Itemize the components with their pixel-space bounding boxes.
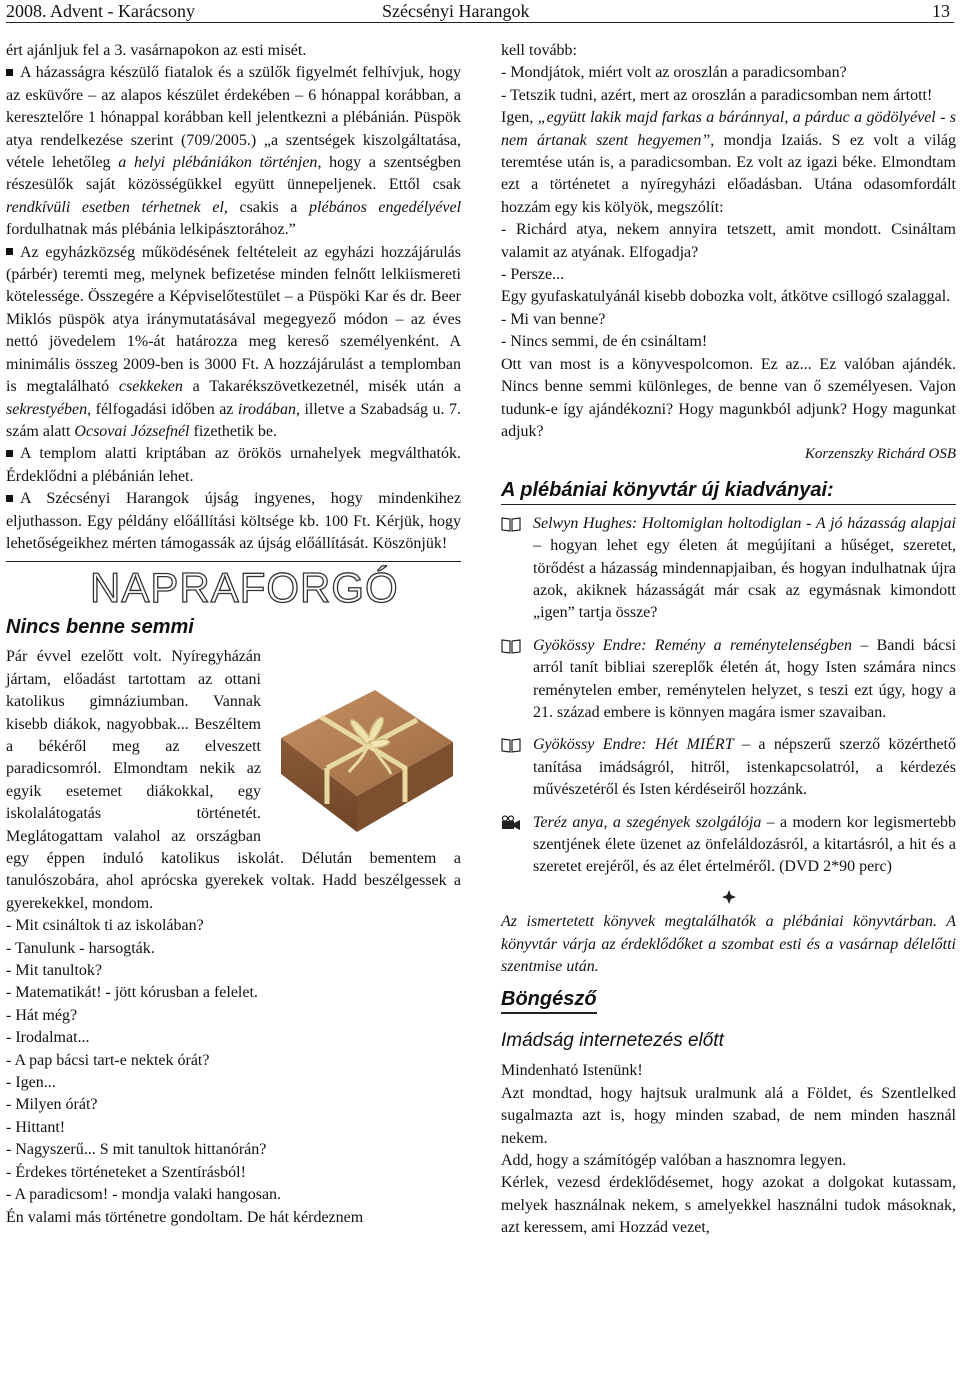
browser-heading: Böngésző — [501, 986, 597, 1014]
dialog-line: - Hát még? — [6, 1006, 78, 1024]
divider — [6, 561, 461, 562]
film-camera-icon — [501, 815, 521, 831]
dialog-line: - Mit csináltok ti az iskolában? — [6, 917, 204, 935]
library-heading: A plébániai könyvtár új kiadványai: — [501, 476, 956, 505]
dialog-line: - A pap bácsi tart-e nektek órát? — [6, 1051, 210, 1069]
prayer-line: Add, hogy a számítógép valóban a hasznomra legyen. — [501, 1152, 847, 1170]
dialog-line: - Nagyszerű... S mit tanultok hittanórán? — [6, 1141, 267, 1159]
bullet-icon — [6, 69, 13, 76]
author-signature: Korzenszky Richárd OSB — [804, 446, 956, 463]
dialog-line: - Hittant! — [6, 1118, 66, 1136]
book-item: Gyökössy Endre: Hét MIÉRT – a népszerű szerző közérthető tanítása imádságról, hitről, istenkapcsolatról, a kérdezés művészetéről és Isten kérdéseiről hozzánk. — [501, 734, 956, 801]
book-item: Gyökössy Endre: Remény a reménytelenségben – Bandi bácsi arról tanít bibliai szereplők életén át, hogy Isten számára nincs reménytelen ember, reménytelen helyzet, s teszi ezt úgy, hogy a 21. század embere is könnyen magára ismer szavaiban. — [501, 635, 956, 725]
book-icon — [501, 516, 521, 532]
bullet-icon — [6, 450, 13, 457]
napraforgo-heading: NAPRAFORGÓ — [90, 564, 399, 612]
dialog-line: - Richárd atya, nekem annyira tetszett, amit mondott. Csináltam valamit az atyának. Elfogadja? — [501, 221, 956, 261]
left-column — [6, 40, 461, 1229]
paragraph: kell tovább: — [501, 42, 577, 59]
paragraph: Egy gyufaskatulyánál kisebb dobozka volt, átkötve csillogó szalaggal. — [501, 288, 951, 306]
dialog-line: - Tetszik tudni, azért, mert az oroszlán a paradicsomban nem ártott! — [501, 86, 933, 104]
library-note: Az ismertetett könyvek megtalálhatók a plébániai könyvtárban. A könyvtár várja az érdeklődőket a szombat esti és a vasárnap délelőtti szentmise után. — [501, 913, 956, 976]
book-icon — [501, 638, 521, 654]
bullet-icon — [6, 248, 13, 255]
dialog-line: - Mi van benne? — [501, 310, 606, 328]
dialog-line: - Persze... — [501, 266, 565, 284]
book-item: Selwyn Hughes: Holtomiglan holtodiglan - A jó házasság alapjai – hogyan lehet egy életen át megújítani a hűséget, szeretet, törődést a házasság mindennapjaiban, és hogyan indulhatnak újra azok, akiknek házasságát már csak az egymásnak kimondott „igen” tartja össze? — [501, 513, 956, 625]
prayer-title: Imádság internetezés előtt — [501, 1030, 724, 1052]
issue-label: 2008. Advent - Karácsony — [6, 1, 195, 21]
prayer-line: Mindenható Istenünk! — [501, 1062, 643, 1080]
prayer-line: Kérlek, vezesd érdeklődésemet, hogy azokat a dolgokat kutassam, melyek használnak nekem, s amelyekkel használni tudok másoknak, azt keressem, ami Hozzád vezet, — [501, 1174, 956, 1237]
dvd-item: Teréz anya, a szegények szolgálója – a modern kor legismertebb szentjének élete üzenet az önfeláldozásról, a kitartásról, a hit és a szeretet erejéről, és az élet értelméről. (DVD 2*90 perc) — [501, 812, 956, 879]
notice-contribution: Az egyházközség működésének feltételeit az egyházi hozzájárulás (párbér) teremti meg, melynek befizetése minden felnőtt lelkiismereti kötelessége. Összegére a Képviselőtestület – a Püspöki Kar és dr. Beer Miklós püspök atya iránymutatásával megegyező módon – az éves nettó jövedelem 1%-át határozza meg kereső személyenként. A minimális összeg 2009-ben is 3000 Ft. A hozzájárulást a templomban is megtalálható csekkeken a Takarékszövetkezetnél, misék után a sekrestyében, félfogadási időben az irodában, illetve a Szabadság u. 7. szám alatt Ocsovai Józsefnél fizethetik be. — [6, 243, 462, 440]
paragraph: ért ajánljuk fel a 3. vasárnapokon az esti misét. — [6, 42, 307, 59]
story-title: Nincs benne semmi — [6, 616, 194, 639]
notice-wedding: A házasságra készülő fiatalok és a szülők figyelmét felhívjuk, hogy az esküvőre – az alapos készület érdekében – 6 hónappal korábban, a keresztelőre 1 hónappal korábban kell jelentkezni a plébánián. Püspök atya rendelkezése szerint (709/2005.) „a szentségek kiszolgáltatása, vétele lehetőleg a helyi plébániákon történjen, hogy a szentségben részesülők saját közösségükkel együtt ünnepeljenek. Ettől csak rendkívüli esetben térhetnek el, csakis a plébános engedélyével fordulhatnak más plébánia lelkipásztorához.” — [6, 64, 462, 239]
story-dialog — [6, 915, 461, 1206]
dialog-line: - A paradicsom! - mondja valaki hangosan. — [6, 1186, 282, 1204]
notice-newspaper: A Szécsényi Harangok újság ingyenes, hogy mindenkihez eljuthasson. Egy példány előállítási költsége kb. 100 Ft. Kérjük, hogy lehetőségeikhez mérten támogassák az újság előállítását. Köszönjük! — [6, 490, 461, 552]
story-continuation: Én valami más történetre gondoltam. De hát kérdeznem — [6, 1208, 364, 1226]
dialog-line: - Matematikát! - jött kórusban a felelet. — [6, 984, 258, 1002]
prayer-line: Azt mondtad, hogy hajtsuk uralmunk alá a Földet, és Szentlelked sugalmazta azt is, hogy minden szabad, de nem minden használ nekem. — [501, 1084, 956, 1147]
diamond-ornament-icon — [501, 889, 956, 911]
dialog-line: - Milyen órát? — [6, 1096, 98, 1114]
dialog-line: - Érdekes történeteket a Szentírásból! — [6, 1163, 246, 1181]
paragraph: Ott van most is a könyvespolcomon. Ez az... Ez valóban ajándék. Nincs benne semmi különleges, de benne van ő személyesen. Vajon tudunk-e így ajándékozni? Hogy magunkból adjunk? Hogy magunkat adjuk? — [501, 355, 956, 440]
page-number: 13 — [932, 1, 950, 21]
dialog-line: - Igen... — [6, 1074, 56, 1092]
right-column — [501, 40, 956, 1240]
book-icon — [501, 737, 521, 753]
bullet-icon — [6, 495, 13, 502]
dialog-line: - Mit tanultok? — [6, 962, 102, 980]
dialog-line: - Tanulunk - harsogták. — [6, 939, 155, 957]
page-header — [6, 0, 954, 23]
dialog-line: - Nincs semmi, de én csináltam! — [501, 333, 708, 351]
paragraph: Igen, „együtt lakik majd farkas a báránnyal, a párduc a gödölyével - s nem ártanak szent hegyemen”, mondja Izaiás. S ez volt a világ teremtése után is, a paradicsomban. Ez volt az igazi béke. Elmondtam ezt a történetet a nyíregyházi előadásban. Utána odasomfordált hozzám egy kis kölyök, megszólít: — [501, 109, 956, 216]
dialog-line: - Mondjátok, miért volt az oroszlán a paradicsomban? — [501, 64, 847, 82]
story-paragraph: Pár évvel ezelőtt volt. Nyíregyházán jártam, előadást tartottam az ottani katolikus gimnáziumban. Vannak kisebb diákok, nagyobbak... Beszéltem a békéről meg az elveszett paradicsomról. Elmondtam nekik az egyik esetemet diákokkal, egy iskolalátogatás történetét. Meglátogattam valahol az országban egy éppen induló katolikus iskolát. Délután bementem a tanulószobára, ahol aprócska gyerekek voltak. Hadd beszélgessek a gyerekekkel, mondom. — [6, 648, 461, 912]
publication-title: Szécsényi Harangok — [382, 1, 530, 21]
notice-crypt: A templom alatti kriptában az örökös urnahelyek megválthatók. Érdeklődni a plébánián lehet. — [6, 445, 461, 485]
dialog-line: - Irodalmat... — [6, 1029, 90, 1047]
gift-box-image — [271, 650, 461, 840]
